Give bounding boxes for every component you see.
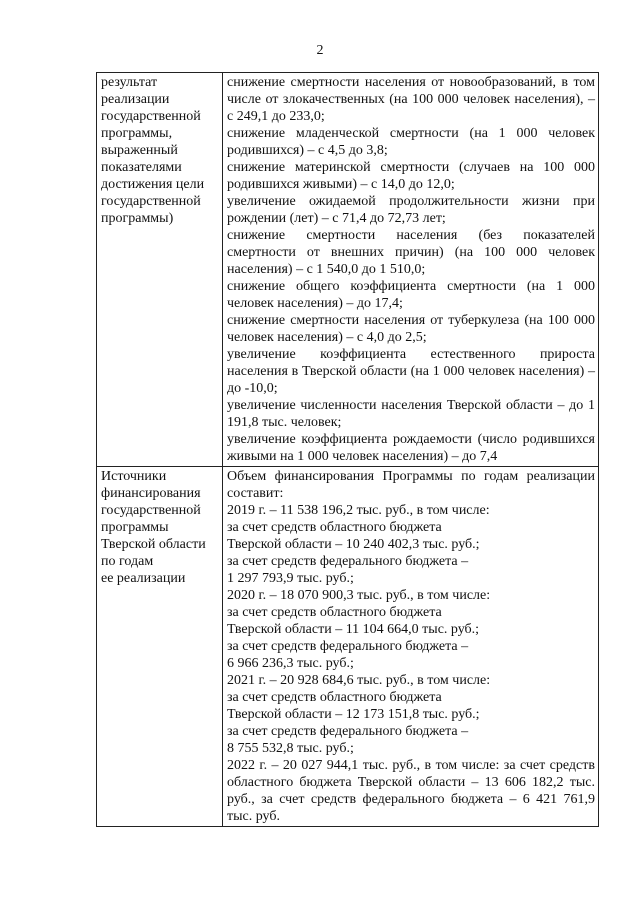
row-label-line: показателями [101, 160, 182, 175]
funding-line: Тверской области – 10 240 402,3 тыс. руб.; [227, 537, 480, 552]
funding-line: 2022 г. – 20 027 944,1 тыс. руб., в том числе: за счет средств областного бюджета Тверской области – 13 606 182,2 тыс. руб., за счет средств федерального бюджета – 6 421 761,9 тыс. руб. [227, 758, 595, 824]
row-label-line: Источники [101, 469, 167, 484]
page-number: 2 [316, 43, 324, 58]
row-label-cell [97, 73, 223, 467]
row-label-line: ее реализации [101, 571, 186, 586]
row-label-line: выраженный [101, 143, 178, 158]
row-label-line: государственной [101, 503, 201, 518]
indicator-item: увеличение коэффициента естественного прироста населения в Тверской области (на 1 000 человек населения) – до -10,0; [227, 347, 595, 396]
funding-line: за счет средств федерального бюджета – [227, 639, 469, 654]
funding-line: за счет средств областного бюджета [227, 605, 442, 620]
funding-line: за счет средств областного бюджета [227, 690, 442, 705]
row-label-line: программы [101, 520, 169, 535]
indicator-item: увеличение ожидаемой продолжительности жизни при рождении (лет) – с 71,4 до 72,73 лет; [227, 194, 595, 226]
table-row-funding [97, 467, 599, 827]
program-passport-table [96, 72, 599, 827]
funding-line: 2019 г. – 11 538 196,2 тыс. руб., в том числе: [227, 503, 490, 518]
indicator-item: увеличение коэффициента рождаемости (число родившихся живыми на 1 000 человек населения) – до 7,4 [227, 432, 595, 464]
row-label-line: реализации [101, 92, 170, 107]
row-label-line: достижения цели [101, 177, 205, 192]
row-label-line: Тверской области [101, 537, 206, 552]
row-label-line: программы) [101, 211, 174, 226]
row-label-line: финансирования [101, 486, 201, 501]
row-label-line: результат [101, 75, 158, 90]
funding-line: 6 966 236,3 тыс. руб.; [227, 656, 354, 671]
table-row-results [97, 73, 599, 467]
row-content-cell [223, 73, 599, 467]
row-content-cell [223, 467, 599, 827]
funding-line: Тверской области – 11 104 664,0 тыс. руб.; [227, 622, 480, 637]
funding-line: 8 755 532,8 тыс. руб.; [227, 741, 354, 756]
row-label-line: государственной [101, 194, 201, 209]
indicator-item: снижение общего коэффициента смертности (на 1 000 человек населения) – до 17,4; [227, 279, 595, 311]
indicator-item: снижение материнской смертности (случаев на 100 000 родившихся живыми) – с 14,0 до 12,0; [227, 160, 595, 192]
funding-line: 1 297 793,9 тыс. руб.; [227, 571, 354, 586]
row-label-line: по годам [101, 554, 154, 569]
row-label-cell [97, 467, 223, 827]
indicator-item: увеличение численности населения Тверской области – до 1 191,8 тыс. человек; [227, 398, 595, 430]
funding-line: Тверской области – 12 173 151,8 тыс. руб.; [227, 707, 480, 722]
funding-line: за счет средств областного бюджета [227, 520, 442, 535]
row-label-line: государственной [101, 109, 201, 124]
funding-line: Объем финансирования Программы по годам реализации составит: [227, 469, 595, 501]
indicator-item: снижение младенческой смертности (на 1 000 человек родившихся) – с 4,5 до 3,8; [227, 126, 595, 158]
row-label-line: программы, [101, 126, 173, 141]
funding-line: за счет средств федерального бюджета – [227, 724, 469, 739]
funding-line: 2021 г. – 20 928 684,6 тыс. руб., в том числе: [227, 673, 491, 688]
funding-line: 2020 г. – 18 070 900,3 тыс. руб., в том числе: [227, 588, 491, 603]
indicator-item: снижение смертности населения от туберкулеза (на 100 000 человек населения) – с 4,0 до 2,5; [227, 313, 595, 345]
indicator-item: снижение смертности населения (без показателей смертности от внешних причин) (на 100 000 человек населения) – с 1 540,0 до 1 510,0; [227, 228, 595, 277]
funding-line: за счет средств федерального бюджета – [227, 554, 469, 569]
indicator-item: снижение смертности населения от новообразований, в том числе от злокачественных (на 100 000 человек населения), – с 249,1 до 233,0; [227, 75, 595, 124]
